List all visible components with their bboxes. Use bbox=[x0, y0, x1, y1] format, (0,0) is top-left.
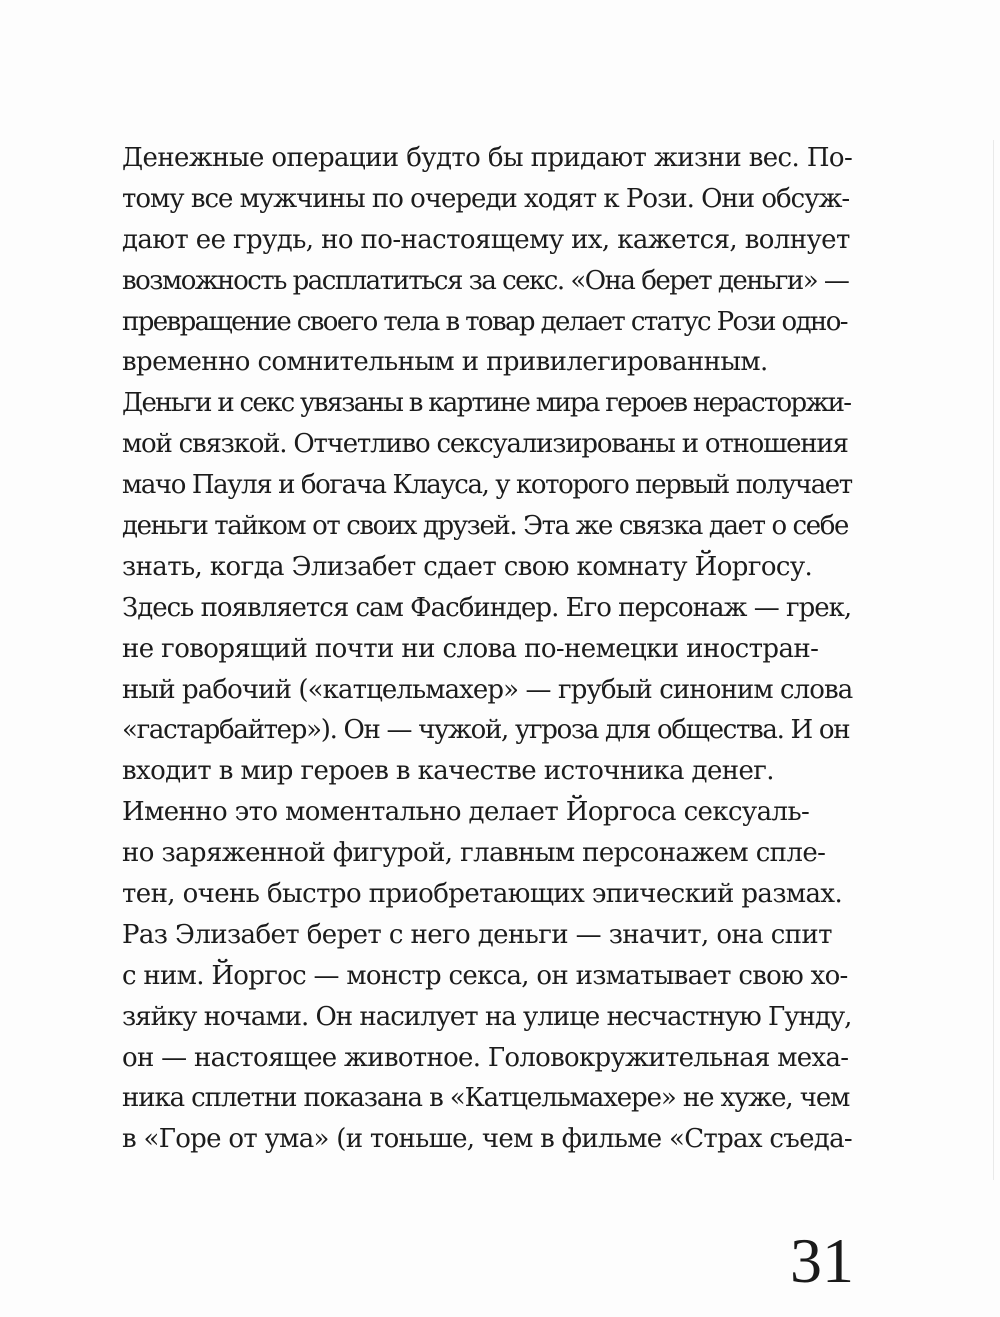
text-line: «гастарбайтер»). Он — чужой, угроза для общества. И он bbox=[122, 715, 850, 746]
text-line: не говорящий почти ни слова по-немецки иностран- bbox=[122, 633, 819, 664]
text-line: Здесь появляется сам Фасбиндер. Его персонаж — грек, bbox=[122, 592, 852, 623]
text-line: превращение своего тела в товар делает статус Рози одно- bbox=[122, 306, 847, 337]
text-line: ника сплетни показана в «Катцельмахере» не хуже, чем bbox=[122, 1083, 850, 1114]
text-line: дают ее грудь, но по-настоящему их, кажется, волнует bbox=[122, 224, 850, 255]
text-line: Денежные операции будто бы придают жизни вес. По- bbox=[122, 143, 853, 173]
text-line: в «Горе от ума» (и тоньше, чем в фильме «Страх съеда- bbox=[122, 1124, 852, 1155]
text-line: тому все мужчины по очереди ходят к Рози. Они обсуж- bbox=[122, 183, 850, 214]
text-line: возможность расплатиться за секс. «Она берет деньги» — bbox=[122, 265, 849, 296]
text-line: Именно это моментально делает Йоргоса сексуаль- bbox=[122, 797, 810, 828]
text-line: временно сомнительным и привилегированным. bbox=[122, 347, 768, 378]
text-line: Деньги и секс увязаны в картине мира героев нерасторжи- bbox=[122, 388, 851, 419]
text-line: мачо Пауля и богача Клауса, у которого первый получает bbox=[122, 470, 852, 501]
page-edge-shadow bbox=[993, 140, 994, 1180]
text-line: входит в мир героев в качестве источника денег. bbox=[122, 756, 774, 787]
page-number: 31 bbox=[790, 1225, 854, 1296]
text-line: знать, когда Элизабет сдает свою комнату Йоргосу. bbox=[122, 551, 813, 582]
text-line: мой связкой. Отчетливо сексуализированы и отношения bbox=[122, 429, 848, 460]
body-text bbox=[122, 138, 852, 1160]
text-line: деньги тайком от своих друзей. Эта же связка дает о себе bbox=[122, 511, 848, 542]
text-line: но заряженной фигурой, главным персонажем спле- bbox=[122, 838, 826, 869]
text-line: с ним. Йоргос — монстр секса, он изматывает свою хо- bbox=[122, 960, 848, 991]
text-line: ный рабочий («катцельмахер» — грубый синоним слова bbox=[122, 674, 853, 705]
text-line: зяйку ночами. Он насилует на улице несчастную Гунду, bbox=[122, 1001, 852, 1032]
text-line: он — настоящее животное. Головокружительная меха- bbox=[122, 1042, 849, 1073]
text-line: Раз Элизабет берет с него деньги — значит, она спит bbox=[122, 919, 832, 950]
text-line: тен, очень быстро приобретающих эпический размах. bbox=[122, 879, 843, 910]
